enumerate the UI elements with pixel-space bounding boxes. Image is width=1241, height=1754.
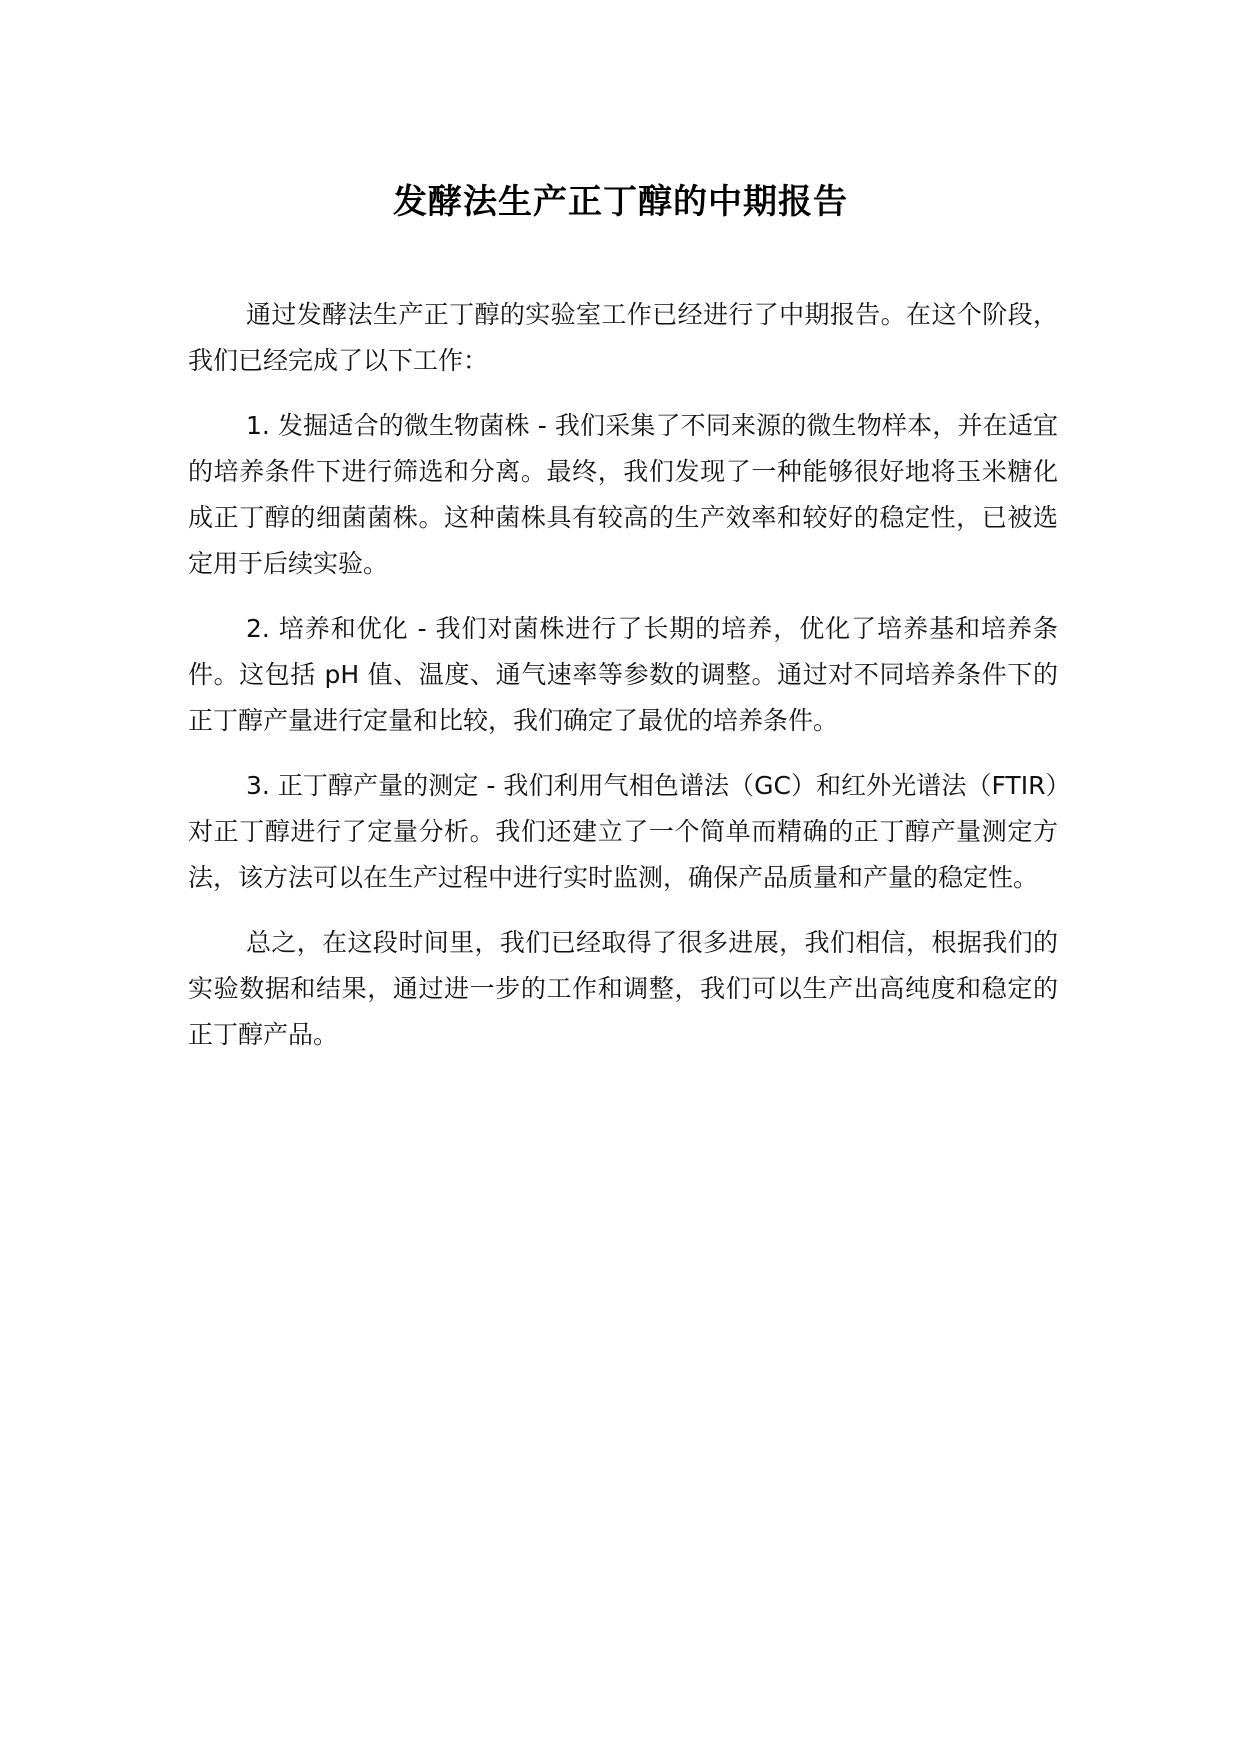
document-body	[188, 292, 1058, 1077]
item-1-paragraph: 1. 发掘适合的微生物菌株 - 我们采集了不同来源的微生物样本，并在适宜的培养条件下进行筛选和分离。最终，我们发现了一种能够很好地将玉米糖化成正丁醇的细菌菌株。这种菌株具有较高的生产效率和较好的稳定性，已被选定用于后续实验。	[188, 411, 1058, 578]
item-3-paragraph: 3. 正丁醇产量的测定 - 我们利用气相色谱法（GC）和红外光谱法（FTIR）对正丁醇进行了定量分析。我们还建立了一个简单而精确的正丁醇产量测定方法，该方法可以在生产过程中进行实时监测，确保产品质量和产量的稳定性。	[188, 771, 1058, 892]
document-title: 发酵法生产正丁醇的中期报告	[393, 182, 848, 222]
item-2-paragraph: 2. 培养和优化 - 我们对菌株进行了长期的培养，优化了培养基和培养条件。这包括 pH 值、温度、通气速率等参数的调整。通过对不同培养条件下的正丁醇产量进行定量和比较，我们确定了最优的培养条件。	[188, 614, 1058, 735]
conclusion-paragraph: 总之，在这段时间里，我们已经取得了很多进展，我们相信，根据我们的实验数据和结果，通过进一步的工作和调整，我们可以生产出高纯度和稳定的正丁醇产品。	[188, 928, 1058, 1049]
intro-paragraph: 通过发酵法生产正丁醇的实验室工作已经进行了中期报告。在这个阶段，我们已经完成了以下工作：	[188, 300, 1058, 375]
